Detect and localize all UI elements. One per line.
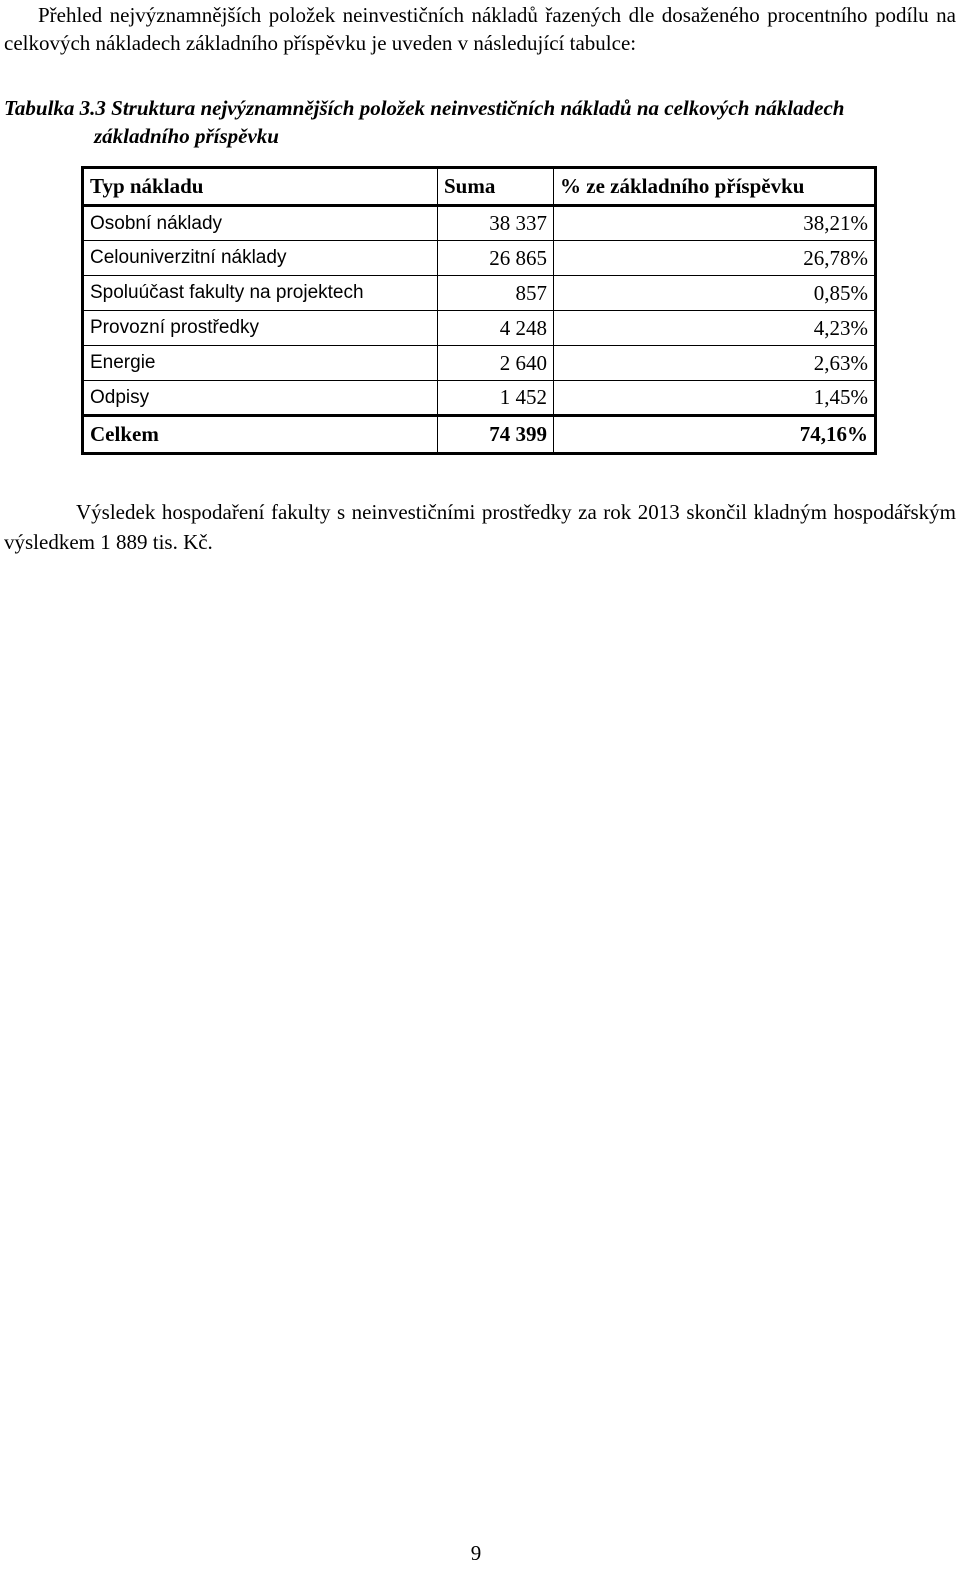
total-name: Celkem [83, 416, 438, 454]
row-pct: 38,21% [554, 206, 876, 241]
header-type: Typ nákladu [83, 168, 438, 206]
row-pct: 1,45% [554, 381, 876, 416]
row-sum: 26 865 [438, 241, 554, 276]
table-row [83, 311, 876, 346]
row-name: Celouniverzitní náklady [83, 241, 438, 276]
table-header-row [83, 168, 876, 206]
row-pct: 26,78% [554, 241, 876, 276]
row-pct: 0,85% [554, 276, 876, 311]
total-pct: 74,16% [554, 416, 876, 454]
row-sum: 2 640 [438, 346, 554, 381]
row-name: Spoluúčast fakulty na projektech [83, 276, 438, 311]
table-body [83, 206, 876, 454]
row-pct: 2,63% [554, 346, 876, 381]
table-row [83, 381, 876, 416]
row-sum: 1 452 [438, 381, 554, 416]
result-paragraph: Výsledek hospodaření fakulty s neinvestičními prostředky za rok 2013 skončil kladným hospodářským výsledkem 1 889 tis. Kč. [4, 500, 956, 554]
intro-paragraph: Přehled nejvýznamnějších položek neinvestičních nákladů řazených dle dosaženého procentního podílu na celkových nákladech základního příspěvku je uveden v následující tabulce: [4, 3, 956, 55]
row-sum: 4 248 [438, 311, 554, 346]
header-pct: % ze základního příspěvku [554, 168, 876, 206]
row-name: Provozní prostředky [83, 311, 438, 346]
table-header [83, 168, 876, 206]
row-name: Osobní náklady [83, 206, 438, 241]
table-row [83, 276, 876, 311]
row-sum: 857 [438, 276, 554, 311]
row-sum: 38 337 [438, 206, 554, 241]
header-sum: Suma [438, 168, 554, 206]
page-number: 9 [470, 1541, 482, 1565]
cost-structure-table [81, 166, 877, 455]
table-caption: Tabulka 3.3 Struktura nejvýznamnějších položek neinvestičních nákladů na celkových nákladech základního příspěvku [4, 96, 845, 148]
table-row [83, 206, 876, 241]
table-total-row [83, 416, 876, 454]
table-row [83, 346, 876, 381]
row-name: Energie [83, 346, 438, 381]
row-name: Odpisy [83, 381, 438, 416]
table-row [83, 241, 876, 276]
row-pct: 4,23% [554, 311, 876, 346]
total-sum: 74 399 [438, 416, 554, 454]
